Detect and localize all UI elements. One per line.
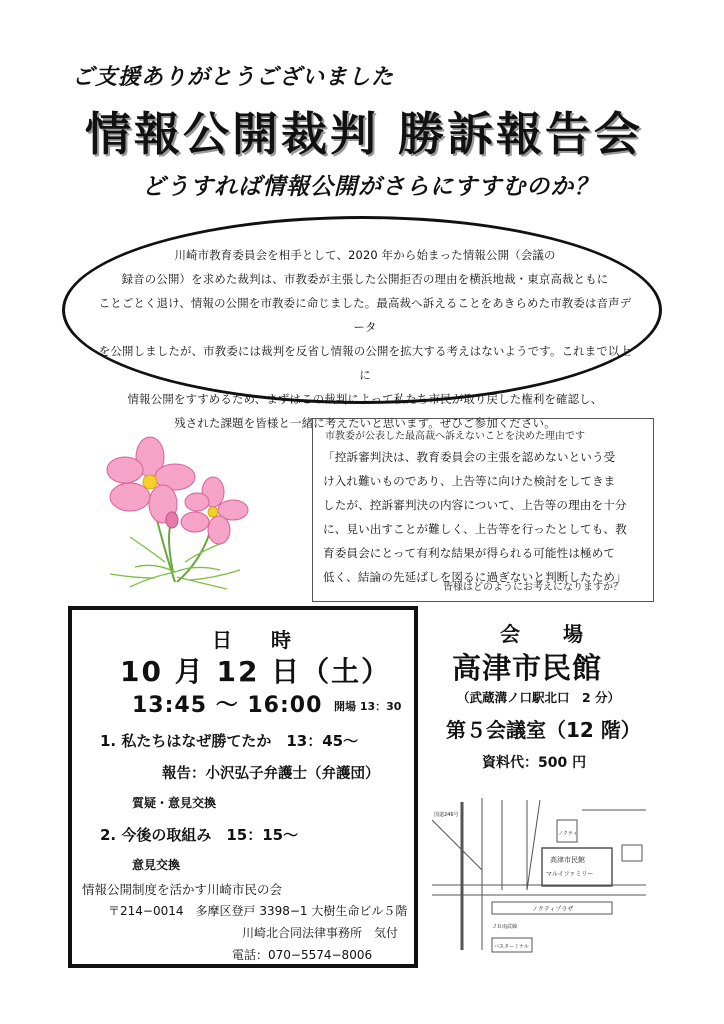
quote-line: 低く、結論の先延ばしを図るに過ぎないと判断したため」 [323,570,627,584]
intro-line: ことごとく退け、情報の公開を市教委に命じました。最高裁へ訴えることをあきらめた市教委は音声データ [98,296,632,334]
map-label-route: 国道246号 [434,812,459,818]
map-label-hall: 高津市民館 [550,856,585,864]
venue-access: （武蔵溝ノ口駅北口 2 分） [457,690,621,705]
intro-ellipse [62,216,662,430]
quote-box [312,418,654,602]
flower-large [107,437,195,523]
quote-line: け入れ難いものであり、上告等に向けた検討をしてきま [323,474,616,488]
report-speaker: 報告：小沢弘子弁護士（弁護団） [162,766,380,782]
access-map [432,790,646,958]
venue-room: 第５会議室（12 階） [446,718,641,742]
map-label-nocty: ノクティ [558,831,578,837]
intro-line: を公開しましたが、市教委には裁判を反省し情報の公開を拡大する考えはないようです。これまで以上に [98,344,632,382]
schedule-box [68,606,418,968]
quote-line: 育委員会にとって有利な結果が得られる可能性は極めて [323,546,616,560]
map-label-jr: ＪＲ南武線 [492,924,518,930]
intro-line: 川崎市教育委員会を相手として、2020 年から始まった情報公開（会議の [174,248,556,262]
map-label-bus: バスターミナル [494,944,529,950]
doors-open-time: 開場 13：30 [334,700,402,713]
subtitle: どうすれば情報公開がさらにすすむのか？ [142,174,599,200]
agenda-item-1: 1. 私たちはなぜ勝てたか 13：45〜 [100,732,359,750]
datetime-label: 日 時 [212,628,307,652]
organizer-office: 川崎北合同法律事務所 気付 [242,926,399,940]
thanks-heading: ご支援ありがとうございました [72,65,395,90]
event-date: 10 月 12 日（土） [120,655,392,688]
map-label-marui: マルイファミリー [546,871,594,878]
quote-heading: 市教委が公表した最高裁へ訴えないことを決めた理由です [325,431,585,442]
quote-line: 「控訴審判決は、教育委員会の主張を認めないという受 [323,450,616,464]
organizer-address: 〒214−0014 多摩区登戸 3398−1 大樹生命ビル５階 [108,904,408,918]
intro-line: 情報公開をすすめるため、まずはこの裁判によって私たち市民が取り戻した権利を確認し、 [127,392,603,406]
material-fee: 資料代：500 円 [482,755,587,771]
organizer-name: 情報公開制度を活かす川崎市民の会 [82,882,283,897]
event-time: 13:45 〜 16:00 [132,693,323,718]
intro-line: 録音の公開）を求めた裁判は、市教委が主張した公開拒否の理由を横浜地裁・東京高裁ともに [121,272,609,286]
discussion-session: 意見交換 [132,858,181,872]
flower-small [181,477,248,544]
intro-text [95,243,635,435]
intro-line: 残された課題を皆様と一緒に考えたいと思います。ぜひご参加ください。 [174,416,556,430]
agenda-item-2: 2. 今後の取組み 15：15〜 [100,826,299,844]
cosmos-flower-illustration [95,432,265,592]
quote-line: したが、控訴審判決の内容について、上告等の理由を十分 [323,498,627,512]
quote-body [323,445,645,589]
quote-line: に、見い出すことが難しく、上告等を行ったとしても、教 [323,522,627,536]
quote-footer: 皆様はどのようにお考えになりますか？ [443,582,623,593]
venue-name: 高津市民館 [452,651,603,685]
qa-session: 質疑・意見交換 [132,796,217,810]
page-title: 情報公開裁判 勝訴報告会 [85,107,644,161]
venue-label: 会 場 [500,622,601,646]
map-label-nocty-plaza: ノクティプラザ [532,906,574,913]
organizer-phone: 電話：070−5574−8006 [232,948,373,962]
